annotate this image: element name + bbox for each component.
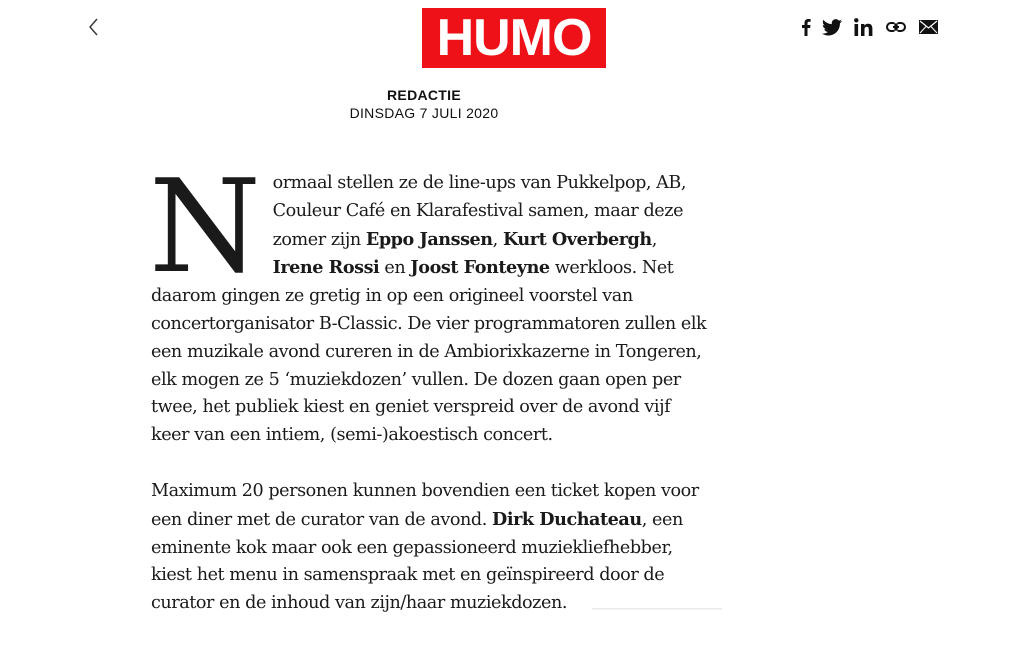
person-name: Irene Rossi xyxy=(272,257,380,279)
share-twitter-button[interactable] xyxy=(816,14,848,40)
share-linkedin-button[interactable] xyxy=(848,14,880,40)
text: , xyxy=(651,229,657,250)
share-facebook-button[interactable] xyxy=(796,14,816,40)
text: , een eminente kok maar ook een gepassioneerd muziekliefhebber, kiest het menu in samenspraak met en geïnspireerd door de curator en de inhoud van zijn/haar muziekdozen. xyxy=(151,509,683,614)
author-name[interactable]: REDACTIE xyxy=(387,87,461,103)
text: en xyxy=(379,258,411,279)
paragraph-1 xyxy=(149,153,711,450)
chevron-left-icon xyxy=(84,14,106,40)
mail-icon xyxy=(919,20,938,34)
facebook-icon xyxy=(801,18,811,36)
linkedin-icon xyxy=(854,18,874,36)
link-icon xyxy=(886,21,906,33)
logo-text: HUMO xyxy=(436,9,592,67)
twitter-icon xyxy=(822,19,842,36)
text: ormaal stellen ze de line-ups van Pukkelpop, AB, Couleur Café en Klarafestival samen, maar deze zomer zijn xyxy=(272,173,687,250)
drop-cap: N xyxy=(149,153,261,302)
article-meta xyxy=(340,87,508,121)
share-bar xyxy=(796,14,944,40)
back-button[interactable] xyxy=(84,14,106,40)
divider xyxy=(592,608,722,610)
person-name: Dirk Duchateau xyxy=(492,508,642,530)
humo-logo[interactable] xyxy=(422,8,606,68)
text: Maximum 20 personen kunnen bovendien een ticket kopen voor een diner met de curator van de avond. xyxy=(151,480,699,530)
paragraph-2 xyxy=(151,478,711,618)
person-name: Kurt Overbergh xyxy=(502,228,652,250)
share-mail-button[interactable] xyxy=(912,14,944,40)
publish-date: DINSDAG 7 JULI 2020 xyxy=(349,105,499,121)
person-name: Joost Fonteyne xyxy=(410,257,550,279)
person-name: Eppo Janssen xyxy=(365,228,493,250)
copy-link-button[interactable] xyxy=(880,14,912,40)
text: werkloos. Net daarom gingen ze gretig in op een origineel voorstel van concertorganisator B-Classic. De vier programmatoren zullen elk een muzikale avond cureren in de Ambiorixkazerne in Tongeren, elk mogen ze 5 ‘muziekdozen’ vullen. De dozen gaan open per twee, het publiek kiest en geniet verspreid over de avond vijf keer van een intiem, (semi-)akoestisch concert. xyxy=(151,258,707,446)
text: , xyxy=(492,229,503,250)
article-body xyxy=(149,153,711,646)
